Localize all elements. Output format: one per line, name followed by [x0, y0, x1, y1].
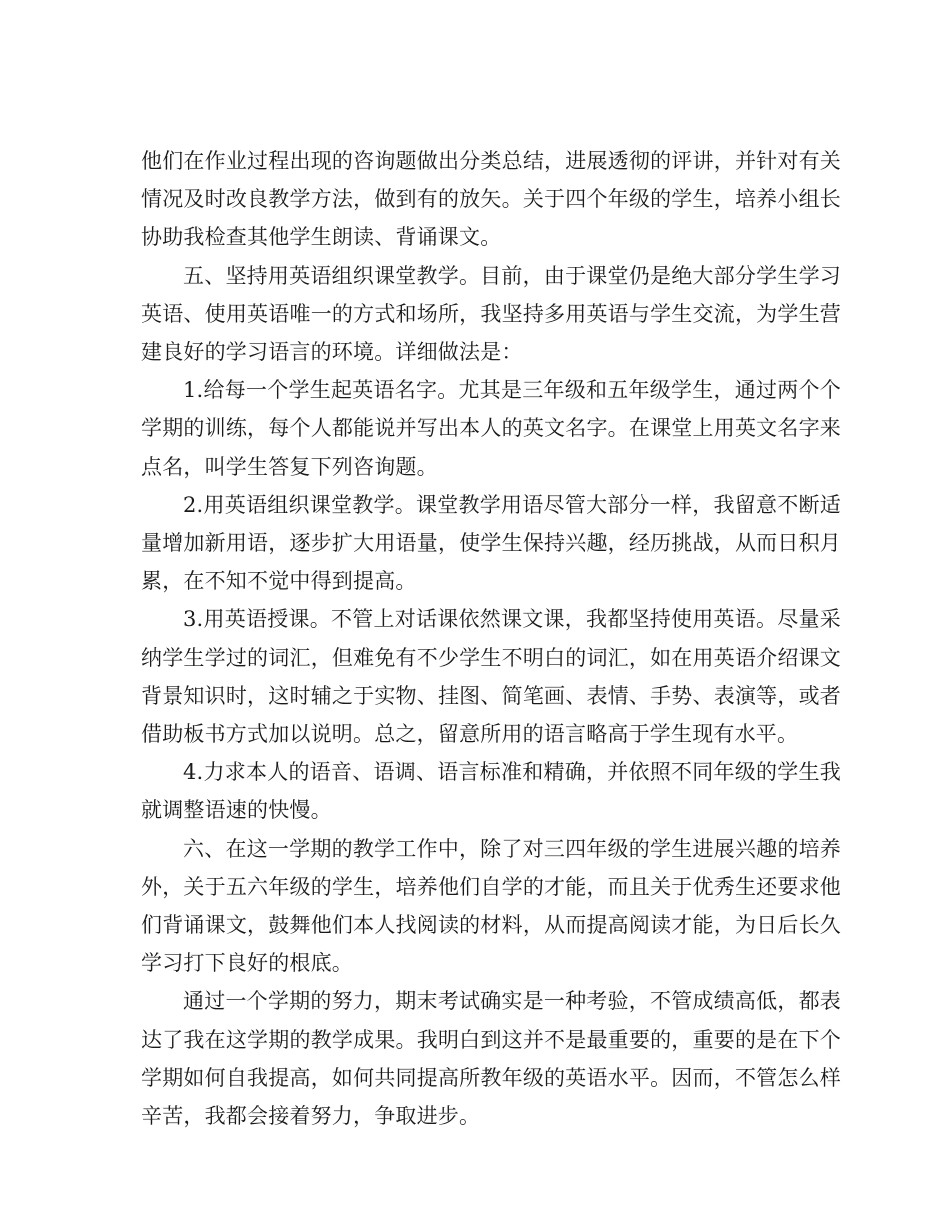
- paragraph-item-3: 3.用英语授课。不管上对话课依然课文课，我都坚持使用英语。尽量采纳学生学过的词汇，但难免有不少学生不明白的词汇，如在用英语介绍课文背景知识时，这时辅之于实物、挂图、简笔画、表情、手势、表演等，或者借助板书方式加以说明。总之，留意所用的语言略高于学生现有水平。: [141, 607, 841, 747]
- paragraph-item-4: 4.力求本人的语音、语调、语言标准和精确，并依照不同年级的学生我就调整语速的快慢。: [141, 760, 841, 823]
- paragraph-item-1: 1.给每一个学生起英语名字。尤其是三年级和五年级学生，通过两个个学期的训练，每个人都能说并写出本人的英文名字。在课堂上用英文名字来点名，叫学生答复下列咨询题。: [141, 378, 841, 479]
- document-body: [141, 142, 841, 1135]
- paragraph-section-five: 五、坚持用英语组织课堂教学。目前，由于课堂仍是绝大部分学生学习英语、使用英语唯一的方式和场所，我坚持多用英语与学生交流，为学生营建良好的学习语言的环境。详细做法是：: [141, 263, 841, 365]
- paragraph-item-2: 2.用英语组织课堂教学。课堂教学用语尽管大部分一样，我留意不断适量增加新用语，逐步扩大用语量，使学生保持兴趣，经历挑战，从而日积月累，在不知不觉中得到提高。: [141, 492, 841, 594]
- paragraph-continuation: 他们在作业过程出现的咨询题做出分类总结，进展透彻的评讲，并针对有关情况及时改良教学方法，做到有的放矢。关于四个年级的学生，培养小组长协助我检查其他学生朗读、背诵课文。: [141, 149, 841, 250]
- paragraph-conclusion: 通过一个学期的努力，期末考试确实是一种考验，不管成绩高低，都表达了我在这学期的教学成果。我明白到这并不是最重要的，重要的是在下个学期如何自我提高，如何共同提高所教年级的英语水平。因而，不管怎么样辛苦，我都会接着努力，争取进步。: [141, 989, 841, 1129]
- paragraph-section-six: 六、在这一学期的教学工作中，除了对三四年级的学生进展兴趣的培养外，关于五六年级的学生，培养他们自学的才能，而且关于优秀生还要求他们背诵课文，鼓舞他们本人找阅读的材料，从而提高阅读才能，为日后长久学习打下良好的根底。: [141, 836, 841, 976]
